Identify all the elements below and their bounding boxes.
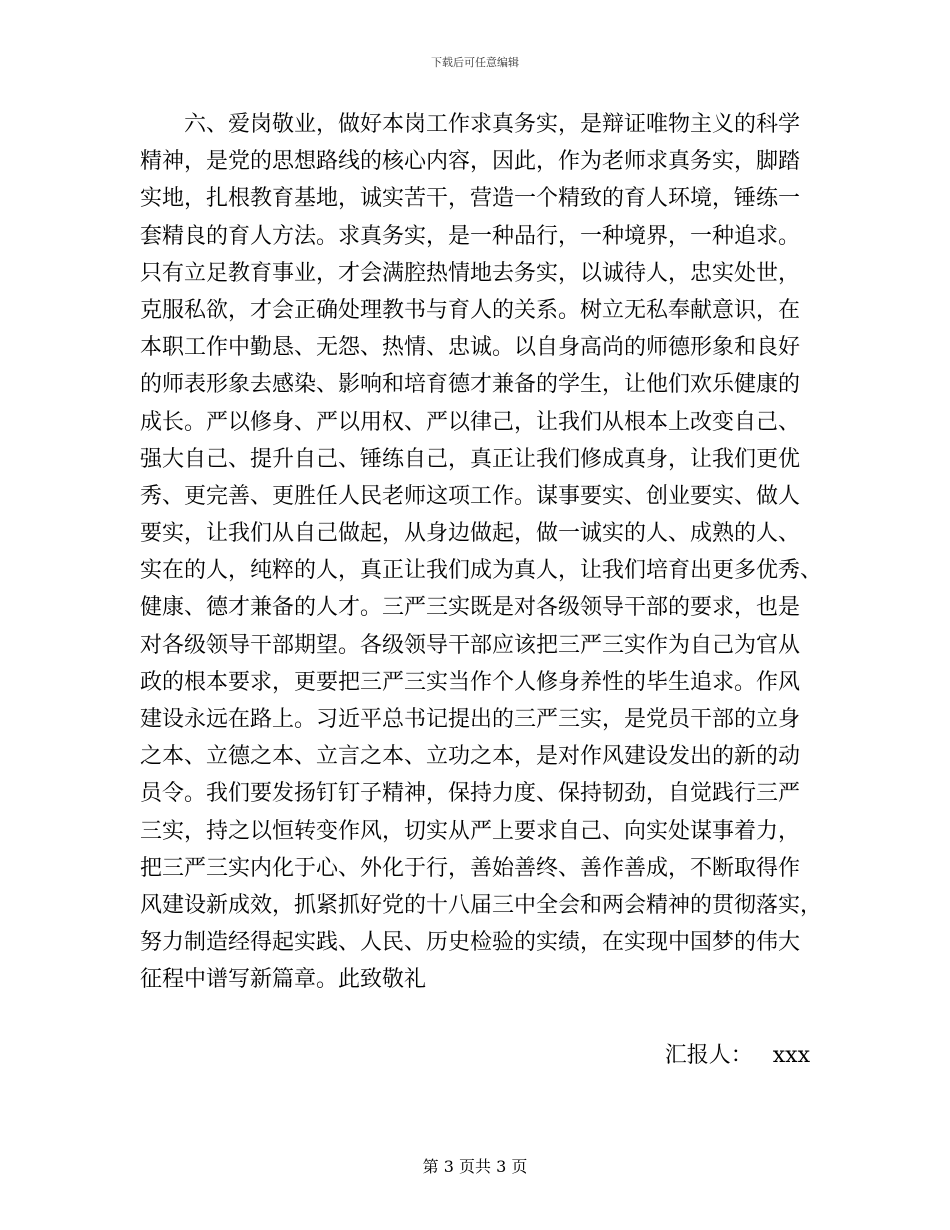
- document-body: [140, 106, 823, 999]
- paragraph-line: 政的根本要求，更要把三严三实当作个人修身养性的毕生追求。作风: [140, 669, 801, 695]
- paragraph-line: 成长。严以修身、严以用权、严以律己，让我们从根本上改变自己、: [140, 409, 801, 435]
- paragraph-line: 建设永远在路上。习近平总书记提出的三严三实，是党员干部的立身: [140, 707, 801, 732]
- paragraph-line: 强大自己、提升自己、锤练自己，真正让我们修成真身，让我们更优: [140, 446, 801, 472]
- paragraph-line: 之本、立德之本、立言之本、立功之本，是对作风建设发出的新的动: [140, 744, 801, 770]
- paragraph-line: 三实，持之以恒转变作风，切实从严上要求自己、向实处谋事着力，: [140, 818, 801, 844]
- paragraph-line: 健康、德才兼备的人才。三严三实既是对各级领导干部的要求，也是: [140, 595, 801, 621]
- paragraph-line: 只有立足教育事业，才会满腔热情地去务实，以诚待人，忠实处世，: [140, 260, 801, 286]
- page-number: 第 3 页共 3 页: [422, 1157, 528, 1176]
- paragraph-line: 征程中谱写新篇章。此致敬礼: [140, 967, 427, 993]
- signature-block: [665, 1037, 810, 1074]
- paragraph-line: 风建设新成效，抓紧抓好党的十八届三中全会和两会精神的贯彻落实，: [140, 892, 823, 918]
- paragraph-line: 把三严三实内化于心、外化于行，善始善终、善作善成，不断取得作: [140, 855, 801, 881]
- paragraph-line: 实地，扎根教育基地，诚实苦干，营造一个精致的育人环境，锤练一: [140, 186, 801, 212]
- paragraph-line: 的师表形象去感染、影响和培育德才兼备的学生，让他们欢乐健康的: [140, 372, 801, 398]
- signature-label: 汇报人：: [664, 1043, 753, 1068]
- paragraph-line: 对各级领导干部期望。各级领导干部应该把三严三实作为自己为官从: [140, 632, 801, 658]
- paragraph-line: 克服私欲，才会正确处理教书与育人的关系。树立无私奉献意识，在: [140, 297, 801, 323]
- paragraph-line: 努力制造经得起实践、人民、历史检验的实绩，在实现中国梦的伟大: [140, 930, 801, 956]
- paragraph-line: 秀、更完善、更胜任人民老师这项工作。谋事要实、创业要实、做人: [140, 483, 801, 509]
- paragraph-line: 员令。我们要发扬钉钉子精神，保持力度、保持韧劲，自觉践行三严: [140, 781, 801, 807]
- paragraph-line: 套精良的育人方法。求真务实，是一种品行，一种境界，一种追求。: [140, 223, 801, 249]
- paragraph-line: 精神，是党的思想路线的核心内容，因此，作为老师求真务实，脚踏: [140, 149, 801, 175]
- paragraph-line: 本职工作中勤恳、无怨、热情、忠诚。以自身高尚的师德形象和良好: [140, 335, 801, 361]
- paragraph-line: 六、爱岗敬业，做好本岗工作求真务实，是辩证唯物主义的科学: [184, 112, 801, 137]
- paragraph-line: 实在的人，纯粹的人，真正让我们成为真人，让我们培育出更多优秀、: [140, 558, 823, 584]
- signature-name: xxx: [772, 1043, 810, 1068]
- header-note: 下载后可任意编辑: [431, 56, 519, 69]
- paragraph-line: 要实，让我们从自己做起，从身边做起，做一诚实的人、成熟的人、: [140, 521, 801, 547]
